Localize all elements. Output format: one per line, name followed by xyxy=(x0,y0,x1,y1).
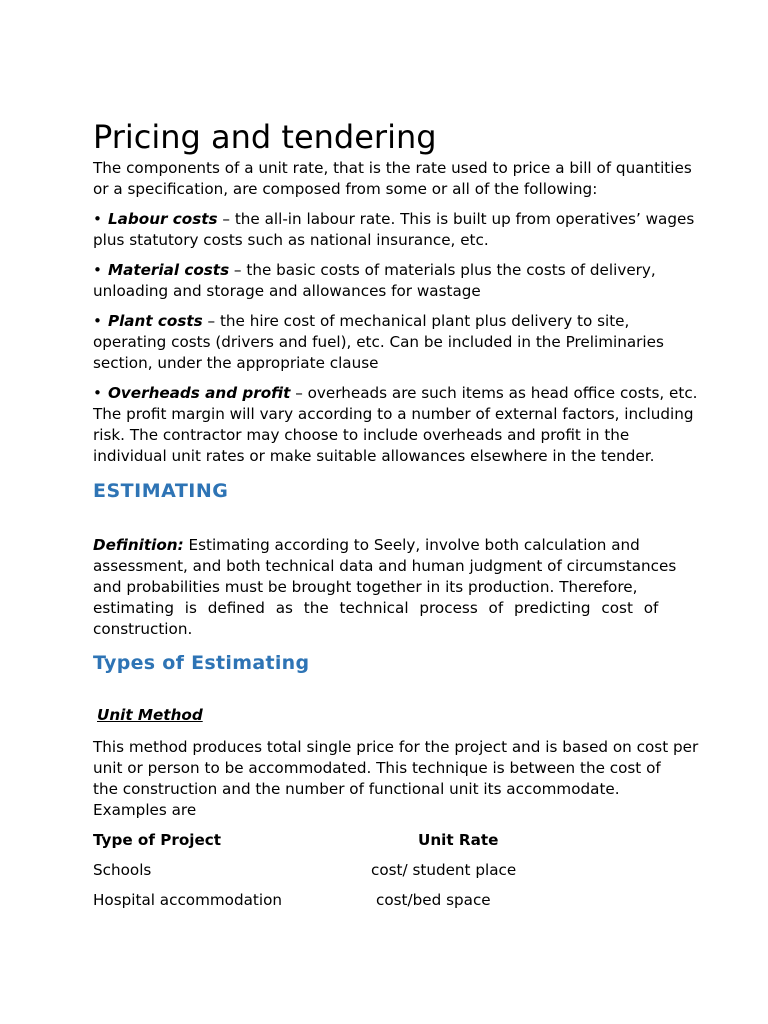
bullet-icon: • xyxy=(93,312,102,330)
bullet-text: unloading and storage and allowances for wastage xyxy=(93,282,481,300)
bullet-text: – the all-in labour rate. This is built up from operatives’ wages xyxy=(217,210,695,228)
bullet-term: Material costs xyxy=(107,261,230,279)
table-cell-type: Hospital accommodation xyxy=(93,891,283,909)
bullet-text: operating costs (drivers and fuel), etc. Can be included in the Preliminaries xyxy=(93,333,664,351)
types-heading: Types of Estimating xyxy=(93,652,310,674)
table-header-rate: Unit Rate xyxy=(418,831,499,849)
bullet-term: Plant costs xyxy=(107,312,203,330)
definition-text: estimating is defined as the technical process of predicting cost of xyxy=(93,599,659,617)
table-cell-rate: cost/ student place xyxy=(371,861,517,879)
bullet-text: plus statutory costs such as national insurance, etc. xyxy=(93,231,489,249)
table-header-type: Type of Project xyxy=(93,831,222,849)
unit-method-paragraph xyxy=(93,737,698,821)
bullet-text: section, under the appropriate clause xyxy=(93,354,379,372)
unit-method-heading: Unit Method xyxy=(97,706,203,724)
definition-text: Estimating according to Seely, involve both calculation and xyxy=(183,536,640,554)
bullet-icon: • xyxy=(93,210,102,228)
unit-method-text: This method produces total single price for the project and is based on cost per xyxy=(93,738,699,756)
bullet-icon: • xyxy=(93,384,102,402)
definition-term: Definition: xyxy=(93,536,184,554)
intro-paragraph xyxy=(93,158,692,200)
definition-text: construction. xyxy=(93,620,193,638)
bullet-text: – the hire cost of mechanical plant plus delivery to site, xyxy=(202,312,630,330)
table-cell-type: Schools xyxy=(93,861,152,879)
intro-line: The components of a unit rate, that is the rate used to price a bill of quantities xyxy=(93,159,692,177)
definition-text: and probabilities must be brought together in its production. Therefore, xyxy=(93,578,638,596)
unit-method-text: Examples are xyxy=(93,801,197,819)
bullet-text: – the basic costs of materials plus the costs of delivery, xyxy=(229,261,656,279)
table-row xyxy=(93,890,491,911)
bullet-icon: • xyxy=(93,261,102,279)
table-header-row xyxy=(93,830,499,851)
unit-method-text: unit or person to be accommodated. This technique is between the cost of xyxy=(93,759,661,777)
bullet-plant-costs xyxy=(93,311,664,374)
bullet-labour-costs xyxy=(93,209,694,251)
bullet-text: – overheads are such items as head office costs, etc. xyxy=(290,384,698,402)
table-row xyxy=(93,860,517,881)
table-cell-rate: cost/bed space xyxy=(376,891,491,909)
bullet-overheads-profit xyxy=(93,383,698,467)
unit-method-text: the construction and the number of functional unit its accommodate. xyxy=(93,780,620,798)
bullet-term: Overheads and profit xyxy=(107,384,291,402)
intro-line: or a specification, are composed from some or all of the following: xyxy=(93,180,598,198)
bullet-term: Labour costs xyxy=(107,210,218,228)
bullet-material-costs xyxy=(93,260,656,302)
definition-text: assessment, and both technical data and human judgment of circumstances xyxy=(93,557,677,575)
definition-paragraph xyxy=(93,535,676,640)
bullet-text: individual unit rates or make suitable allowances elsewhere in the tender. xyxy=(93,447,655,465)
bullet-text: risk. The contractor may choose to include overheads and profit in the xyxy=(93,426,630,444)
bullet-text: The profit margin will vary according to a number of external factors, including xyxy=(93,405,694,423)
estimating-heading: ESTIMATING xyxy=(93,480,229,502)
page-title: Pricing and tendering xyxy=(93,118,437,156)
